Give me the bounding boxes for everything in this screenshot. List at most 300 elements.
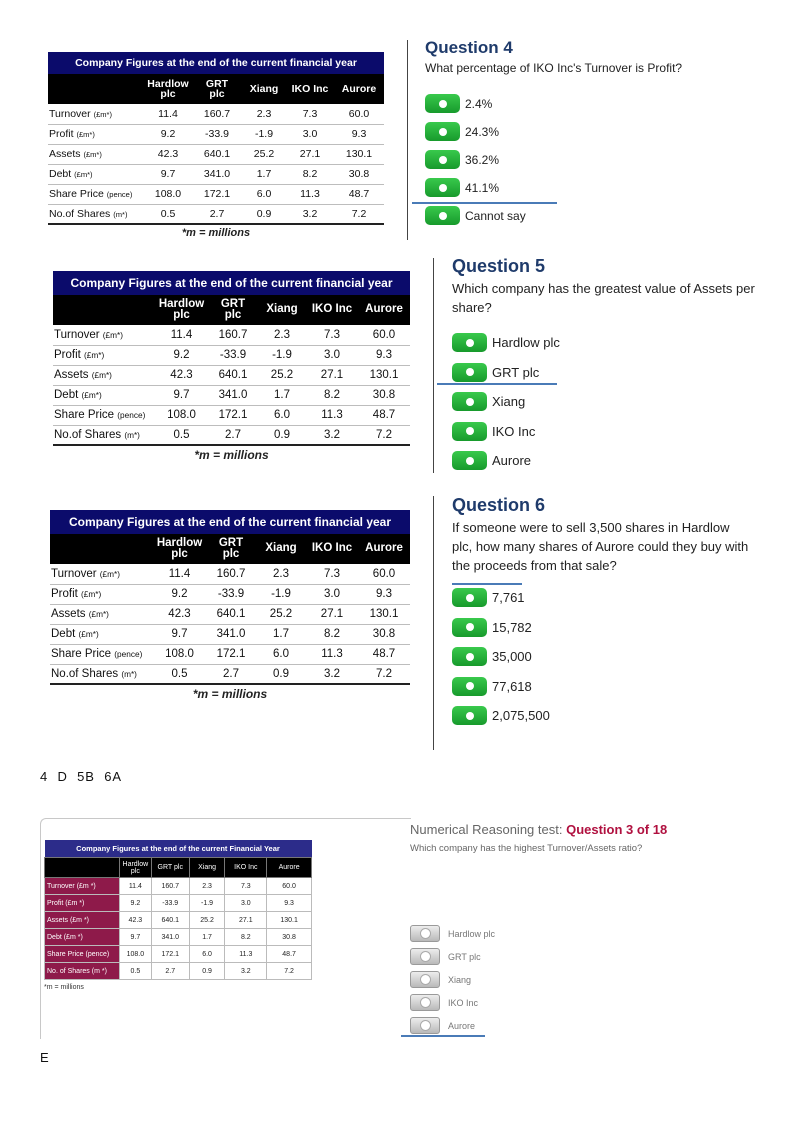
table-cell: 48.7	[358, 405, 410, 425]
test-question-text: Which company has the highest Turnover/Assets ratio?	[410, 843, 643, 854]
test-table-title: Company Figures at the end of the current Financial Year	[45, 840, 312, 858]
test-option[interactable]	[410, 925, 495, 942]
table-row	[53, 385, 410, 405]
table-cell: 6.0	[258, 405, 306, 425]
radio-dot-icon	[466, 623, 474, 631]
column-header: GRT plc	[192, 74, 242, 104]
table-row	[53, 425, 410, 445]
test-option[interactable]	[410, 948, 481, 965]
option-label: Hardlow plc	[492, 335, 560, 350]
table-note: *m = millions	[181, 227, 251, 239]
option-label: 7,761	[492, 590, 525, 605]
option-label: Aurore	[448, 1020, 476, 1031]
radio-button-icon[interactable]	[410, 994, 440, 1011]
radio-dot-icon	[420, 974, 431, 985]
radio-dot-icon	[466, 368, 474, 376]
table-cell: 48.7	[358, 644, 410, 664]
table-cell: 130.1	[358, 365, 410, 385]
table-cell: 130.1	[358, 604, 410, 624]
answers-text: 4 D 5B 6A	[40, 769, 123, 784]
table-cell: 3.2	[306, 425, 358, 445]
q6-option[interactable]	[452, 706, 550, 725]
radio-button-icon[interactable]	[425, 206, 460, 225]
table-cell: 3.0	[286, 124, 334, 144]
table-cell: 6.0	[242, 184, 286, 204]
radio-dot-icon	[420, 928, 431, 939]
radio-dot-icon	[420, 951, 431, 962]
q4-option[interactable]	[425, 150, 499, 169]
table-cell: 25.2	[189, 912, 225, 929]
table-cell: 160.7	[208, 325, 258, 345]
option-label: 41.1%	[465, 180, 500, 195]
table-cell: 172.1	[151, 946, 189, 963]
table-cell: 0.5	[144, 204, 192, 224]
table-cell: 341.0	[192, 164, 242, 184]
row-label: Debt (£m*)	[48, 164, 144, 184]
table-cell: 0.5	[153, 664, 206, 684]
divider	[433, 258, 434, 473]
table-cell: 1.7	[256, 624, 306, 644]
table-cell: 172.1	[208, 405, 258, 425]
column-header: Xiang	[242, 74, 286, 104]
column-header: IKO Inc	[286, 74, 334, 104]
table-cell: 640.1	[208, 365, 258, 385]
table-cell: 7.2	[358, 664, 410, 684]
column-header: Hardlow plc	[144, 74, 192, 104]
q4-option[interactable]	[425, 94, 492, 113]
row-label: Assets (£m*)	[50, 604, 153, 624]
table-cell: 27.1	[306, 365, 358, 385]
table-cell: 0.9	[189, 963, 225, 980]
table-row	[48, 144, 384, 164]
table-cell: 0.9	[256, 664, 306, 684]
table-cell: 341.0	[151, 929, 189, 946]
answer-underline	[452, 583, 522, 585]
radio-button-icon[interactable]	[410, 948, 440, 965]
table-cell: 160.7	[151, 878, 189, 895]
radio-dot-icon	[439, 212, 447, 220]
company-table-3	[50, 510, 410, 701]
column-header: Hardlow plc	[155, 295, 208, 325]
table-cell: 640.1	[151, 912, 189, 929]
table-row	[45, 946, 312, 963]
column-header: GRT plc	[151, 858, 189, 878]
column-header: Hardlow plc	[153, 534, 206, 564]
answer-underline	[437, 383, 557, 385]
table-cell: 2.3	[242, 104, 286, 124]
row-label: Assets (£m *)	[45, 912, 120, 929]
radio-dot-icon	[466, 427, 474, 435]
table-cell: 11.4	[153, 564, 206, 584]
radio-dot-icon	[420, 1020, 431, 1031]
radio-dot-icon	[466, 398, 474, 406]
table-cell: 0.9	[242, 204, 286, 224]
table-cell: -1.9	[189, 895, 225, 912]
table-cell: 341.0	[208, 385, 258, 405]
table-row	[45, 912, 312, 929]
option-label: IKO Inc	[448, 997, 479, 1008]
radio-button-icon[interactable]	[452, 333, 487, 352]
row-label: Turnover (£m*)	[50, 564, 153, 584]
q5-option[interactable]	[452, 422, 535, 441]
option-label: 2,075,500	[492, 708, 550, 723]
table-cell: -1.9	[256, 584, 306, 604]
option-label: 35,000	[492, 649, 532, 664]
row-label: No. of Shares (m *)	[45, 963, 120, 980]
table-row	[48, 184, 384, 204]
table-cell: 9.2	[155, 345, 208, 365]
option-label: 24.3%	[465, 124, 500, 139]
radio-button-icon[interactable]	[425, 122, 460, 141]
table-title: Company Figures at the end of the current financial year	[48, 52, 384, 74]
table-cell: 0.5	[155, 425, 208, 445]
table-row	[45, 963, 312, 980]
table-row	[50, 584, 410, 604]
table-cell: 2.7	[206, 664, 256, 684]
table-cell: 0.5	[119, 963, 151, 980]
column-header: Aurore	[358, 534, 410, 564]
table-cell: 2.7	[151, 963, 189, 980]
table-cell: 9.3	[358, 584, 410, 604]
table-cell: -33.9	[192, 124, 242, 144]
radio-button-icon[interactable]	[452, 363, 487, 382]
table-cell: 0.9	[258, 425, 306, 445]
radio-dot-icon	[466, 594, 474, 602]
column-header: Aurore	[267, 858, 312, 878]
table-cell: 30.8	[358, 624, 410, 644]
table-row	[53, 345, 410, 365]
table-cell: 60.0	[267, 878, 312, 895]
table-cell: 9.7	[153, 624, 206, 644]
table-cell: 9.7	[144, 164, 192, 184]
table-cell: 7.3	[306, 564, 358, 584]
column-header: Aurore	[358, 295, 410, 325]
divider	[433, 496, 434, 750]
table-cell: 2.3	[256, 564, 306, 584]
column-header: IKO Inc	[225, 858, 267, 878]
column-header: Xiang	[256, 534, 306, 564]
table-row	[48, 124, 384, 144]
table-cell: 48.7	[334, 184, 384, 204]
column-header: Hardlow plc	[119, 858, 151, 878]
table-cell: 60.0	[358, 564, 410, 584]
table-cell: 11.3	[306, 405, 358, 425]
column-header: IKO Inc	[306, 295, 358, 325]
radio-button-icon[interactable]	[452, 451, 487, 470]
option-label: GRT plc	[448, 951, 481, 962]
question-6-title: Question 6	[452, 495, 546, 515]
table-row	[50, 624, 410, 644]
table-cell: 2.7	[208, 425, 258, 445]
q6-option[interactable]	[452, 647, 532, 666]
radio-button-icon[interactable]	[452, 422, 487, 441]
radio-dot-icon	[420, 997, 431, 1008]
q5-option[interactable]	[452, 363, 539, 382]
table-cell: 9.3	[358, 345, 410, 365]
option-label: Hardlow plc	[448, 928, 496, 939]
row-label: Profit (£m*)	[48, 124, 144, 144]
table-cell: 27.1	[286, 144, 334, 164]
table-cell: 9.2	[144, 124, 192, 144]
table-cell: 3.2	[225, 963, 267, 980]
q6-option[interactable]	[452, 618, 532, 637]
option-label: Xiang	[448, 974, 472, 985]
answer-underline	[401, 1035, 485, 1037]
table-cell: 3.0	[225, 895, 267, 912]
table-cell: -33.9	[206, 584, 256, 604]
table-cell: 8.2	[306, 385, 358, 405]
table-row	[45, 895, 312, 912]
table-note: *m = millions	[192, 687, 268, 701]
column-header: Xiang	[189, 858, 225, 878]
table-cell: 341.0	[206, 624, 256, 644]
table-row	[48, 104, 384, 124]
test-header: Numerical Reasoning test: Question 3 of 18	[410, 822, 668, 837]
table-note: *m = millions	[194, 448, 269, 462]
table-row	[53, 365, 410, 385]
table-cell: 9.3	[334, 124, 384, 144]
table-cell: 11.4	[144, 104, 192, 124]
test-option[interactable]	[410, 994, 478, 1011]
table-cell: 640.1	[206, 604, 256, 624]
table-row	[53, 325, 410, 345]
table-cell: 42.3	[155, 365, 208, 385]
radio-dot-icon	[439, 184, 447, 192]
radio-button-icon[interactable]	[410, 971, 440, 988]
test-option[interactable]	[410, 971, 471, 988]
table-cell: 1.7	[242, 164, 286, 184]
table-cell: 2.7	[192, 204, 242, 224]
column-header: GRT plc	[206, 534, 256, 564]
table-cell: 108.0	[119, 946, 151, 963]
table-row	[45, 878, 312, 895]
q5-option[interactable]	[452, 392, 525, 411]
table-row	[50, 644, 410, 664]
option-label: 15,782	[492, 619, 532, 635]
option-label: GRT plc	[492, 364, 540, 380]
table-cell: 11.3	[286, 184, 334, 204]
table-row	[50, 564, 410, 584]
table-cell: 108.0	[153, 644, 206, 664]
radio-dot-icon	[439, 128, 447, 136]
table-cell: 42.3	[144, 144, 192, 164]
table-cell: 27.1	[225, 912, 267, 929]
row-label: Debt (£m*)	[50, 624, 153, 644]
row-label: Profit (£m *)	[45, 895, 120, 912]
row-label: Turnover (£m *)	[45, 878, 120, 895]
table-cell: 130.1	[267, 912, 312, 929]
radio-dot-icon	[466, 457, 474, 465]
table-row	[48, 164, 384, 184]
test-table-note: *m = millions	[44, 984, 84, 991]
header-blank	[48, 74, 144, 104]
radio-dot-icon	[439, 156, 447, 164]
table-cell: 11.4	[155, 325, 208, 345]
table-cell: 1.7	[189, 929, 225, 946]
table-title: Company Figures at the end of the current financial year	[53, 271, 410, 295]
option-label: Aurore	[492, 453, 532, 468]
row-label: Debt (£m *)	[45, 929, 120, 946]
column-header: GRT plc	[208, 295, 258, 325]
table-cell: 108.0	[144, 184, 192, 204]
option-label: 2.4%	[465, 96, 493, 111]
radio-button-icon[interactable]	[452, 392, 487, 411]
table-cell: 3.2	[286, 204, 334, 224]
radio-button-icon[interactable]	[410, 925, 440, 942]
q4-option[interactable]	[425, 178, 499, 197]
company-table-1	[48, 52, 384, 239]
table-row	[45, 929, 312, 946]
answer-e: E	[40, 1050, 50, 1065]
option-label: Xiang	[492, 394, 526, 409]
question-6-text: If someone were to sell 3,500 shares in Hardlow plc, how many shares of Aurore could they buy with the proceeds from that sale?	[452, 520, 749, 573]
header-blank	[50, 534, 153, 564]
row-label: Profit (£m*)	[50, 584, 153, 604]
table-cell: 640.1	[192, 144, 242, 164]
radio-dot-icon	[466, 682, 474, 690]
table-cell: 7.2	[358, 425, 410, 445]
radio-button-icon[interactable]	[425, 150, 460, 169]
table-cell: 30.8	[334, 164, 384, 184]
question-counter: Question 3 of 18	[566, 822, 668, 837]
header-blank	[53, 295, 155, 325]
q4-option[interactable]	[425, 206, 526, 225]
row-label: Turnover (£m*)	[48, 104, 144, 124]
radio-dot-icon	[439, 100, 447, 108]
table-cell: -33.9	[208, 345, 258, 365]
row-label: Share Price (pence)	[53, 405, 155, 425]
table-cell: 3.0	[306, 584, 358, 604]
row-label: Debt (£m*)	[53, 385, 155, 405]
option-label: IKO Inc	[492, 423, 536, 439]
table-cell: 7.3	[225, 878, 267, 895]
table-cell: 160.7	[206, 564, 256, 584]
table-row	[50, 664, 410, 684]
row-label: No.of Shares (m*)	[53, 425, 155, 445]
q5-option[interactable]	[452, 333, 560, 352]
table-cell: 160.7	[192, 104, 242, 124]
table-cell: 30.8	[267, 929, 312, 946]
table-cell: 3.0	[306, 345, 358, 365]
row-label: No.of Shares (m*)	[48, 204, 144, 224]
table-cell: 60.0	[334, 104, 384, 124]
radio-dot-icon	[466, 339, 474, 347]
table-cell: 1.7	[258, 385, 306, 405]
table-cell: 11.3	[225, 946, 267, 963]
q6-option[interactable]	[452, 677, 532, 696]
table-cell: 2.3	[258, 325, 306, 345]
table-cell: 25.2	[242, 144, 286, 164]
table-cell: 30.8	[358, 385, 410, 405]
radio-button-icon[interactable]	[452, 677, 487, 696]
table-cell: 9.2	[153, 584, 206, 604]
test-table	[44, 840, 312, 991]
table-cell: 9.7	[119, 929, 151, 946]
q4-option[interactable]	[425, 122, 499, 141]
radio-dot-icon	[466, 653, 474, 661]
option-label: 77,618	[492, 678, 532, 694]
question-5-text: Which company has the greatest value of Assets per share?	[452, 281, 755, 315]
table-title: Company Figures at the end of the current financial year	[50, 510, 410, 534]
column-header: Xiang	[258, 295, 306, 325]
table-cell: 7.3	[306, 325, 358, 345]
table-cell: -33.9	[151, 895, 189, 912]
table-cell: 7.3	[286, 104, 334, 124]
row-label: Turnover (£m*)	[53, 325, 155, 345]
option-label: 36.2%	[465, 152, 500, 167]
table-row	[50, 604, 410, 624]
radio-button-icon[interactable]	[410, 1017, 440, 1034]
row-label: Share Price (pence)	[45, 946, 120, 963]
option-label: Cannot say	[465, 208, 526, 223]
row-label: Assets (£m*)	[48, 144, 144, 164]
table-row	[48, 204, 384, 224]
row-label: Share Price (pence)	[48, 184, 144, 204]
table-cell: 11.3	[306, 644, 358, 664]
table-cell: 172.1	[206, 644, 256, 664]
table-cell: 6.0	[256, 644, 306, 664]
q6-option[interactable]	[452, 588, 525, 607]
radio-dot-icon	[466, 712, 474, 720]
row-label: Share Price (pence)	[50, 644, 153, 664]
table-cell: 7.2	[267, 963, 312, 980]
radio-button-icon[interactable]	[452, 706, 487, 725]
table-cell: 6.0	[189, 946, 225, 963]
question-4-title: Question 4	[425, 38, 513, 57]
table-cell: 108.0	[155, 405, 208, 425]
table-cell: 25.2	[258, 365, 306, 385]
radio-button-icon[interactable]	[452, 647, 487, 666]
table-row	[53, 405, 410, 425]
table-cell: 25.2	[256, 604, 306, 624]
q5-option[interactable]	[452, 451, 531, 470]
table-cell: 8.2	[306, 624, 358, 644]
table-cell: 2.3	[189, 878, 225, 895]
answer-underline	[412, 202, 557, 204]
table-cell: 3.2	[306, 664, 358, 684]
table-cell: 7.2	[334, 204, 384, 224]
radio-button-icon[interactable]	[425, 94, 460, 113]
table-cell: 9.3	[267, 895, 312, 912]
table-cell: 48.7	[267, 946, 312, 963]
table-cell: -1.9	[258, 345, 306, 365]
radio-button-icon[interactable]	[452, 618, 487, 637]
table-cell: 130.1	[334, 144, 384, 164]
table-cell: 11.4	[119, 878, 151, 895]
radio-button-icon[interactable]	[452, 588, 487, 607]
question-4-text: What percentage of IKO Inc's Turnover is Profit?	[425, 61, 683, 75]
header-blank	[45, 858, 120, 878]
column-header: Aurore	[334, 74, 384, 104]
table-cell: 8.2	[286, 164, 334, 184]
row-label: Profit (£m*)	[53, 345, 155, 365]
table-cell: 172.1	[192, 184, 242, 204]
table-cell: -1.9	[242, 124, 286, 144]
company-table-2	[53, 271, 410, 462]
table-cell: 60.0	[358, 325, 410, 345]
table-cell: 9.2	[119, 895, 151, 912]
column-header: IKO Inc	[306, 534, 358, 564]
divider	[407, 40, 408, 240]
table-cell: 8.2	[225, 929, 267, 946]
row-label: Assets (£m*)	[53, 365, 155, 385]
table-cell: 9.7	[155, 385, 208, 405]
table-cell: 42.3	[153, 604, 206, 624]
row-label: No.of Shares (m*)	[50, 664, 153, 684]
test-option[interactable]	[410, 1017, 475, 1034]
table-cell: 27.1	[306, 604, 358, 624]
radio-button-icon[interactable]	[425, 178, 460, 197]
